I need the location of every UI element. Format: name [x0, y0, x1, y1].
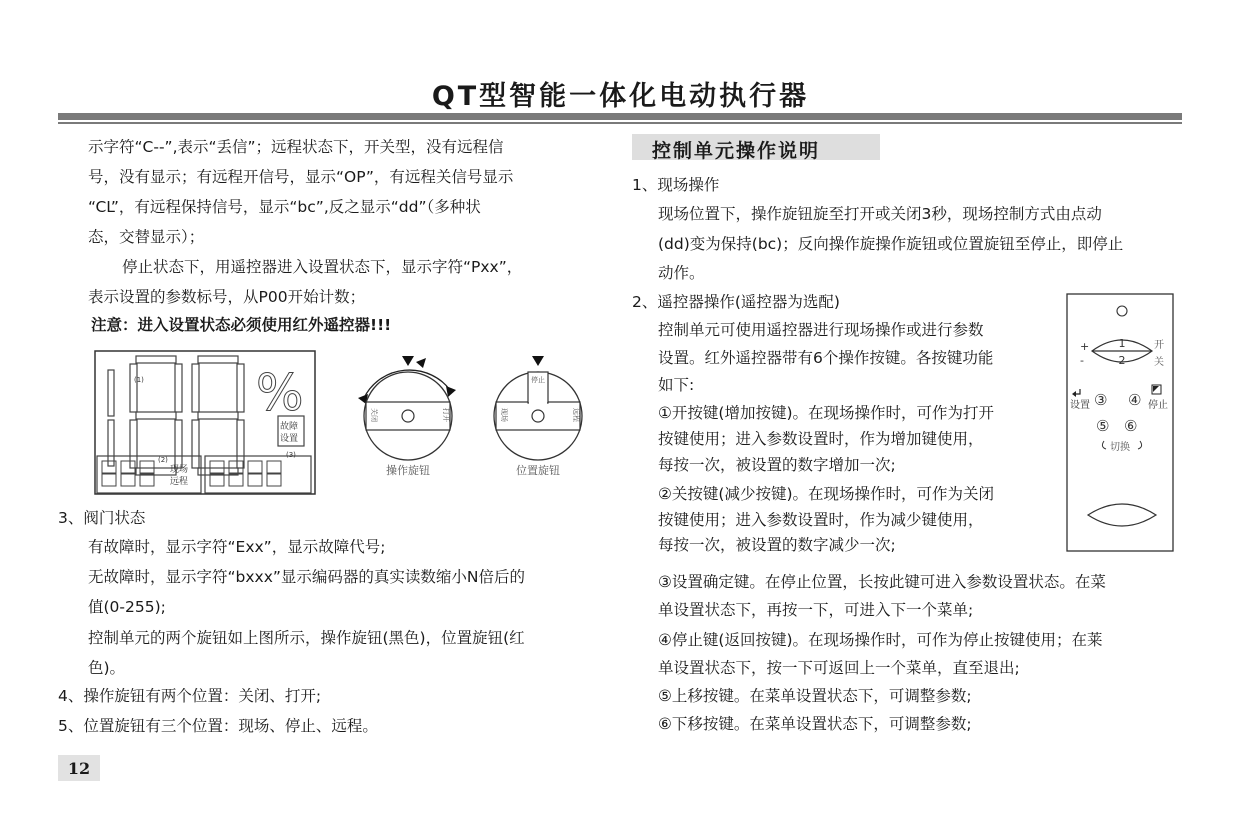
- item1-title: 1、现场操作: [632, 176, 720, 194]
- switch-arrow-right-icon: [1138, 441, 1142, 449]
- item2-line: 设置。红外遥控器带有6个操作按键。各按键功能: [658, 349, 994, 367]
- lcd-label-3: (3): [286, 451, 296, 459]
- remote-control-diagram: [1066, 293, 1176, 553]
- note-warning: 注意：进入设置状态必须使用红外遥控器!!!: [91, 316, 392, 334]
- lcd-percent-symbol: %: [256, 364, 304, 422]
- header-rule-thin: [58, 122, 1182, 124]
- lcd-label-2: (2): [158, 456, 168, 464]
- switch-arrow-left-icon: [1102, 441, 1106, 449]
- remote-ir-window: [1088, 504, 1156, 526]
- item2-full-line: 单设置状态下，按一下可返回上一个菜单，直至退出;: [658, 659, 1020, 677]
- pos-knob-caption: 位置旋钮: [516, 464, 560, 477]
- remote-stop-label: 停止: [1148, 400, 1168, 411]
- item2-line: 每按一次，被设置的数字增加一次;: [658, 456, 896, 474]
- section3-line: 值(0-255);: [88, 598, 166, 616]
- pos-knob-stop-label: 停止: [531, 376, 545, 384]
- item2-title: 2、遥控器操作(遥控器为选配): [632, 293, 840, 311]
- position-knob-diagram: [488, 352, 588, 478]
- item2-full-line: ⑤上移按键。在菜单设置状态下，可调整参数;: [658, 687, 972, 705]
- item1-line: 动作。: [658, 264, 705, 282]
- item2-line: 每按一次，被设置的数字减少一次;: [658, 536, 896, 554]
- para2-line: 停止状态下，用遥控器进入设置状态下，显示字符“Pxx”，: [122, 258, 523, 276]
- pos-knob-local-label: 现场: [500, 408, 508, 422]
- para2-line: 表示设置的参数标号，从P00开始计数；: [88, 288, 366, 306]
- remote-close-label: 关: [1154, 357, 1164, 368]
- item2-full-line: ③设置确定键。在停止位置，长按此键可进入参数设置状态。在菜: [658, 573, 1106, 591]
- item1-line: 现场位置下，操作旋钮旋至打开或关闭3秒，现场控制方式由点动: [658, 205, 1102, 223]
- remote-key-1: 1: [1118, 337, 1126, 350]
- header-rule: [58, 113, 1182, 120]
- remote-key-3: ③: [1094, 391, 1108, 409]
- lcd-setting-label: 设置: [280, 434, 299, 444]
- lcd-remote-label: 远程: [170, 477, 189, 487]
- para1-line: 态，交替显示）；: [88, 228, 205, 246]
- item2-line: 按键使用；进入参数设置时，作为减少键使用，: [658, 511, 984, 529]
- op-knob-caption: 操作旋钮: [386, 464, 430, 477]
- op-knob-open-label: 打开: [442, 408, 450, 422]
- section3-line: 无故障时，显示字符“bxxx”显示编码器的真实读数缩小N倍后的: [88, 568, 526, 586]
- page-number: 12: [67, 759, 91, 778]
- item2-full-line: 单设置状态下，再按一下，可进入下一个菜单;: [658, 601, 974, 619]
- lcd-fault-label: 故障: [280, 422, 299, 432]
- pos-knob-remote-label: 远程: [572, 408, 580, 422]
- item2-full-line: ⑥下移按键。在菜单设置状态下，可调整参数;: [658, 715, 972, 733]
- para1-line: 示字符“C--”,表示“丢信”；远程状态下，开关型，没有远程信: [88, 138, 504, 156]
- item4-line: 4、操作旋钮有两个位置：关闭、打开;: [58, 687, 322, 705]
- remote-key-2: 2: [1118, 354, 1126, 367]
- section3-title: 3、阀门状态: [58, 509, 146, 527]
- para1-line: 号，没有显示；有远程开信号，显示“OP”，有远程关信号显示: [88, 168, 514, 186]
- item2-line: 如下:: [658, 376, 695, 394]
- operation-knob-diagram: [350, 352, 468, 478]
- remote-key-5: ⑤: [1096, 417, 1110, 435]
- remote-plus-label: +: [1080, 340, 1090, 353]
- page-title: QT型智能一体化电动执行器: [431, 81, 810, 112]
- section3-line: 控制单元的两个旋钮如上图所示，操作旋钮(黑色)，位置旋钮(红: [88, 629, 525, 647]
- item5-line: 5、位置旋钮有三个位置：现场、停止、远程。: [58, 717, 378, 735]
- remote-key-4: ④: [1128, 391, 1142, 409]
- remote-switch-label: 切换: [1110, 442, 1130, 453]
- section-heading: 控制单元操作说明: [652, 140, 821, 162]
- item1-line: (dd)变为保持(bc)；反向操作旋操作旋钮或位置旋钮至停止，即停止: [658, 235, 1124, 253]
- remote-open-label: 开: [1154, 340, 1164, 351]
- remote-minus-label: -: [1080, 354, 1084, 367]
- para1-line: “CL”，有远程保持信号，显示“bc”,反之显示“dd”（多种状: [88, 198, 481, 216]
- remote-setting-label: 设置: [1070, 400, 1090, 411]
- item2-line: 按键使用；进入参数设置时，作为增加键使用，: [658, 430, 984, 448]
- lcd-local-label: 现场: [170, 465, 189, 475]
- item2-line: ②关按键(减少按键)。在现场操作时，可作为关闭: [658, 485, 994, 503]
- op-knob-close-label: 关闭: [370, 408, 378, 422]
- item2-full-line: ④停止键(返回按键)。在现场操作时，可作为停止按键使用；在莱: [658, 631, 1103, 649]
- lcd-label-1: (1): [134, 376, 144, 384]
- section3-line: 色)。: [88, 659, 126, 677]
- item2-line: ①开按键(增加按键)。在现场操作时，可作为打开: [658, 404, 994, 422]
- item2-line: 控制单元可使用遥控器进行现场操作或进行参数: [658, 321, 984, 339]
- lcd-display-diagram: [94, 350, 316, 495]
- section3-line: 有故障时，显示字符“Exx”，显示故障代号;: [88, 538, 386, 556]
- remote-key-6: ⑥: [1124, 417, 1138, 435]
